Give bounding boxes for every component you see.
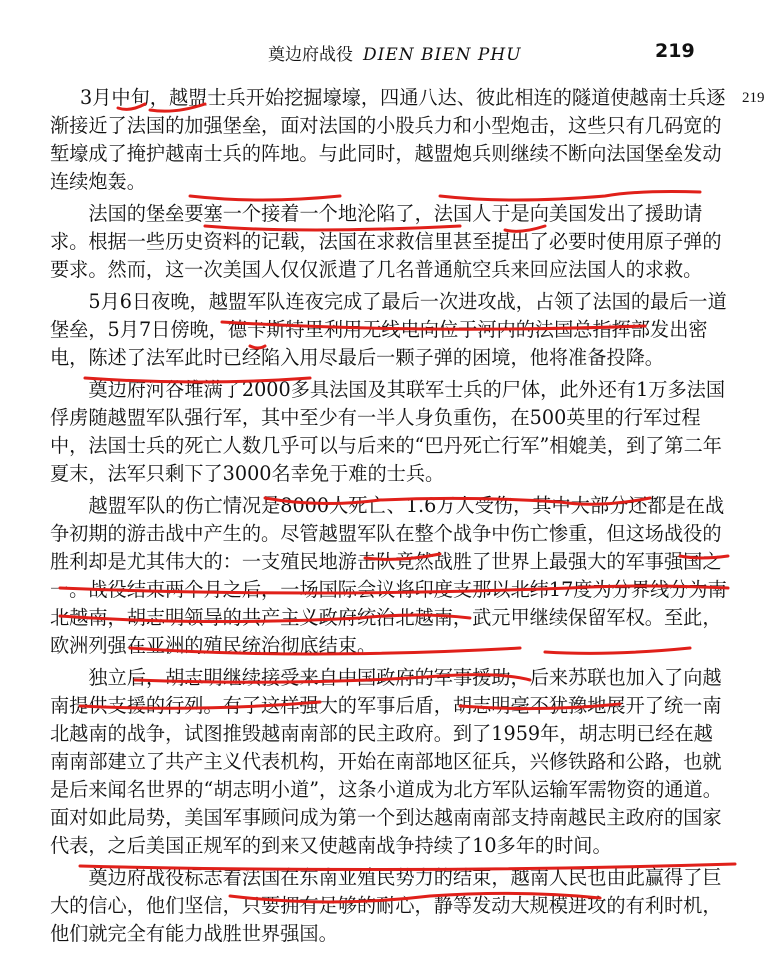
paragraph-1: 3月中旬，越盟士兵开始挖掘壕壕，四通八达、彼此相连的隧道使越南士兵逐渐接近了法国的加强堡垒，面对法国的小股兵力和小型炮击，这些只有几码宽的堑壕成了掩护越南士兵的阵地。与此同时，越盟炮兵则继续不断向法国堡垒发动连续炮轰。 [50, 86, 726, 193]
page-number: 219 [655, 40, 695, 62]
paragraph-6: 独立后，胡志明继续接受来自中国政府的军事援助，后来苏联也加入了向越南提供支援的行列。有了这样强大的军事后盾，胡志明毫不犹豫地展开了统一南北越南的战争，试图推毁越南南部的民主政府。到了1959年，胡志明已经在越南南部建立了共产主义代表机构，开始在南部地区征兵，兴修铁路和公路，也就是后来闻名世界的“胡志明小道”，这条小道成为北方军队运输军需物资的通道。面对如此局势，美国军事顾问成为第一个到达越南南部支持南越民主政府的国家代表，之后美国正规军的到来又使越南战争持续了10多年的时间。 [50, 666, 722, 857]
paragraph-4: 奠边府河谷堆满了2000多具法国及其联军士兵的尸体，此外还有1万多法国俘虏随越盟军队强行军，其中至少有一半人身负重伤，在500英里的行军过程中，法国士兵的死亡人数几乎可以与后来的“巴丹死亡行军”相媲美，到了第二年夏末，法军只剩下了3000名幸免于难的士兵。 [50, 378, 726, 485]
margin-page-number: 219 [742, 90, 765, 106]
chapter-title-cn: 奠边府战役 [268, 45, 353, 65]
paragraph-7: 奠边府战役标志着法国在东南亚殖民势力的结束，越南人民也由此赢得了巨大的信心，他们坚信，只要拥有足够的耐心，静等发动大规模进攻的有利时机，他们就完全有能力战胜世界强国。 [50, 866, 722, 945]
running-header [0, 40, 775, 66]
body-text [50, 84, 730, 952]
paragraph-2: 法国的堡垒要塞一个接着一个地沦陷了，法国人于是向美国发出了援助请求。根据一些历史资料的记载，法国在求救信里甚至提出了必要时使用原子弹的要求。然而，这一次美国人仅仅派遣了几名普通航空兵来回应法国人的求救。 [50, 202, 722, 281]
chapter-title [268, 40, 522, 65]
paragraph-3: 5月6日夜晚，越盟军队连夜完成了最后一次进攻战，占领了法国的最后一道堡垒，5月7日傍晚，德卡斯特里利用无线电向位于河内的法国总指挥部发出密电，陈述了法军此时已经陷入用尽最后一颗子弹的困境，他将准备投降。 [50, 290, 727, 369]
chapter-title-latin: DIEN BIEN PHU [363, 45, 522, 65]
paragraph-5: 越盟军队的伤亡情况是8000人死亡、1.6万人受伤，其中大部分还都是在战争初期的游击战中产生的。尽管越盟军队在整个战争中伤亡惨重，但这场战役的胜利却是尤其伟大的：一支殖民地游击队竟然战胜了世界上最强大的军事强国之一。战役结束两个月之后，一场国际会议将印度支那以北纬17度为分界线分为南北越南，胡志明领导的共产主义政府统治北越南，武元甲继续保留军权。至此，欧洲列强在亚洲的殖民统治彻底结束。 [50, 494, 727, 657]
